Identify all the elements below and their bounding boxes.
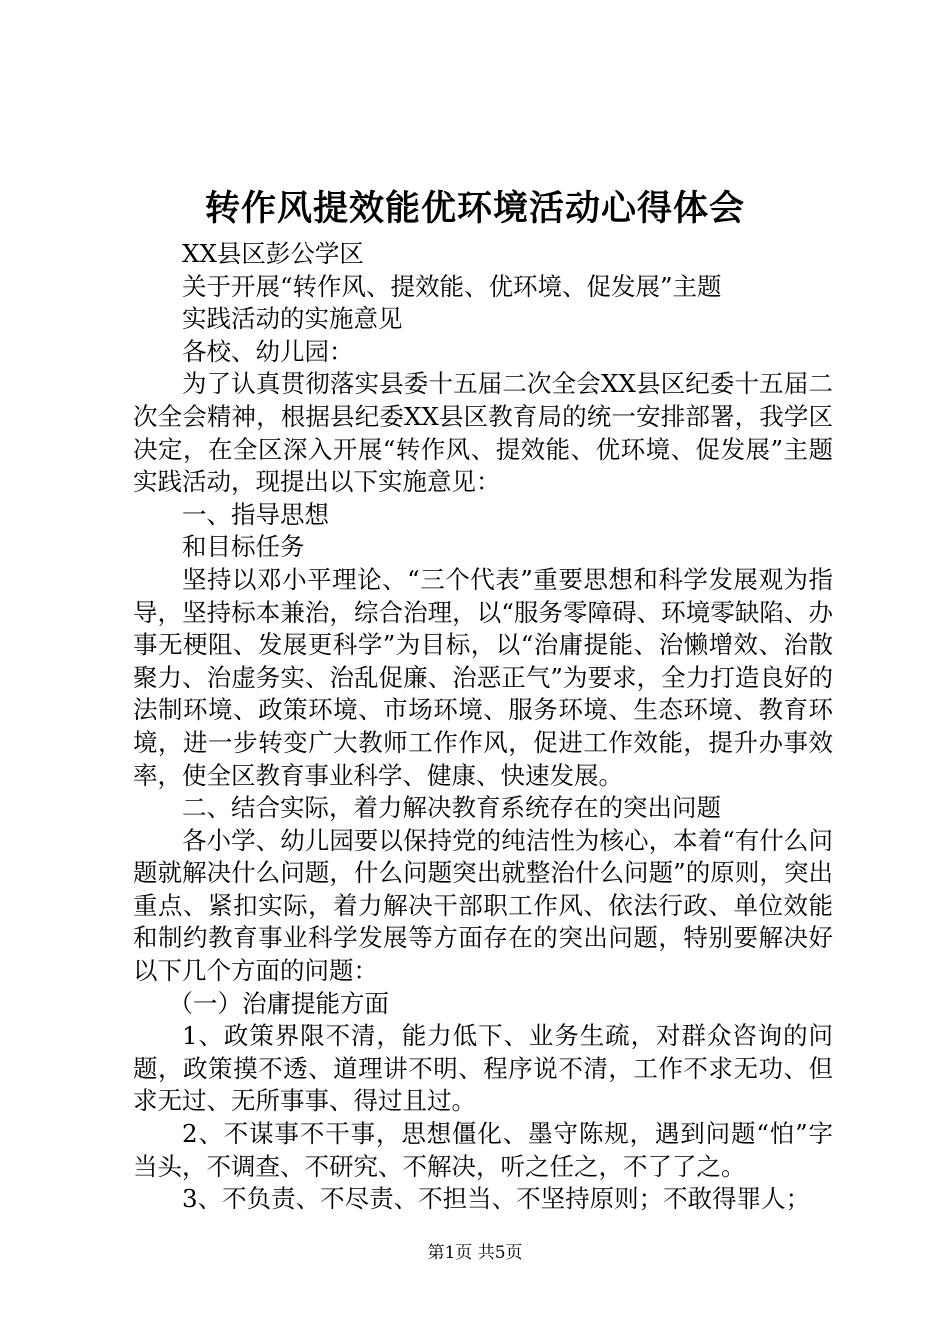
list-item-1: 1、政策界限不清，能力低下、业务生疏，对群众咨询的问题，政策摸不透、道理讲不明、程序说不清，工作不求无功、但求无过、无所事事、得过且过。: [133, 1021, 833, 1116]
paragraph-subject-line-2: 实践活动的实施意见: [182, 304, 403, 334]
document-body: [133, 238, 833, 1216]
paragraph-guiding-thought: 坚持以邓小平理论、“三个代表”重要思想和科学发展观为指导，坚持标本兼治，综合治理，以“服务零障碍、环境零缺陷、办事无梗阻、发展更科学”为目标，以“治庸提能、治懒增效、治散聚力、治虚务实、治乱促廉、治恶正气”为要求，全力打造良好的法制环境、政策环境、市场环境、服务环境、生态环境、教育环境，进一步转变广大教师工作作风，促进工作效能，提升办事效率，使全区教育事业科学、健康、快速发展。: [133, 564, 833, 790]
paragraph-intro: 为了认真贯彻落实县委十五届二次全会XX县区纪委十五届二次全会精神，根据县纪委XX县区教育局的统一安排部署，我学区决定，在全区深入开展“转作风、提效能、优环境、促发展”主题实践活动，现提出以下实施意见：: [133, 369, 833, 497]
paragraph-school-district: XX县区彭公学区: [182, 239, 364, 268]
paragraph-subject-line-1: 关于开展“转作风、提效能、优环境、促发展”主题: [182, 271, 722, 301]
list-item-3: 3、不负责、不尽责、不担当、不坚持原则；不敢得罪人；: [182, 1184, 811, 1214]
page-number-footer: 第1页 共5页: [427, 1243, 523, 1263]
paragraph-problems: 各小学、幼儿园要以保持党的纯洁性为核心，本着“有什么问题就解决什么问题，什么问题突出就整治什么问题”的原则，突出重点、紧扣实际，着力解决干部职工作风、依法行政、单位效能和制约教育事业科学发展等方面存在的突出问题，特别要解决好以下几个方面的问题：: [133, 825, 833, 986]
list-item-2: 2、不谋事不干事，思想僵化、墨守陈规，遇到问题“怕”字当头，不调查、不研究、不解决，听之任之，不了了之。: [133, 1119, 833, 1181]
document-title: 转作风提效能优环境活动心得体会: [204, 188, 745, 229]
section-heading-1: 一、指导思想: [182, 499, 329, 529]
subsection-heading-1: （一）治庸提能方面: [168, 988, 390, 1018]
section-heading-2: 二、结合实际，着力解决教育系统存在的突出问题: [182, 793, 721, 823]
paragraph-salutation: 各校、幼儿园：: [182, 336, 354, 366]
section-heading-1-continued: 和目标任务: [182, 532, 305, 562]
